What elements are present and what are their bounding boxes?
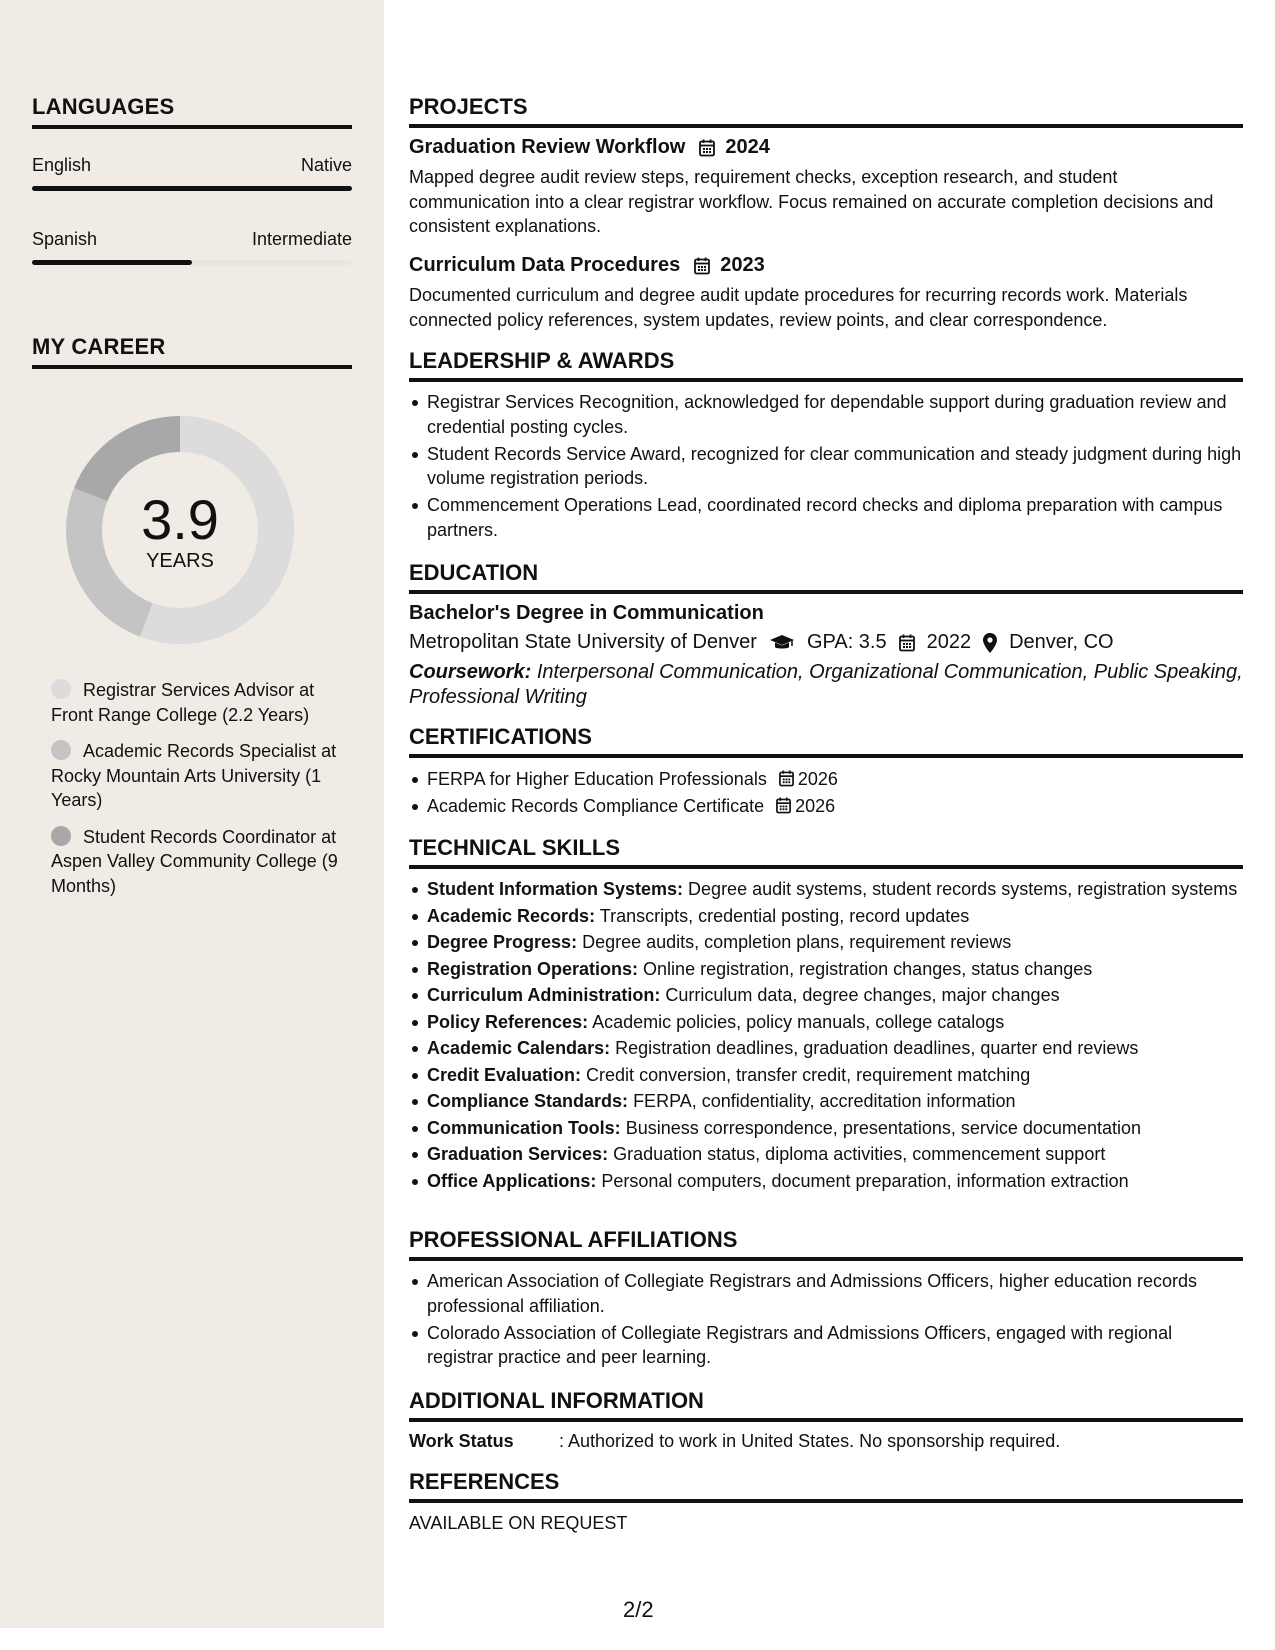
additional-block [409, 1431, 1243, 1452]
references-title: REFERENCES [409, 1469, 1243, 1503]
education-location: Denver, CO [1009, 631, 1114, 653]
certification-year: 2026 [797, 769, 838, 789]
skill-label: Curriculum Administration: [427, 985, 661, 1005]
sidebar [0, 0, 384, 1628]
award-item: Commencement Operations Lead, coordinated record checks and diploma preparation with campus partners. [409, 493, 1243, 542]
skill-item [409, 877, 1243, 902]
calendar-icon [899, 634, 915, 652]
awards-list-block [409, 390, 1243, 545]
project-year: 2023 [720, 254, 765, 276]
career-item-text: Registrar Services Advisor at Front Range College (2.2 Years) [51, 680, 315, 725]
references-text: AVAILABLE ON REQUEST [409, 1513, 628, 1533]
education-coursework [409, 660, 1243, 709]
skills-block [409, 877, 1243, 1195]
certifications-title: CERTIFICATIONS [409, 724, 1243, 758]
language-name: Spanish [32, 229, 98, 249]
career-item-text: Academic Records Specialist at Rocky Mountain Arts University (1 Years) [51, 741, 337, 810]
career-item-text: Student Records Coordinator at Aspen Valley Community College (9 Months) [51, 826, 338, 896]
education-degree: Bachelor's Degree in Communication [409, 602, 764, 624]
career-title: MY CAREER [32, 334, 352, 369]
career-dot [51, 740, 71, 760]
graduation-cap-icon [769, 634, 795, 652]
language-name: English [32, 155, 92, 175]
project-name: Curriculum Data Procedures [409, 254, 681, 276]
affiliations-block [409, 1269, 1243, 1372]
skill-label: Academic Calendars: [427, 1038, 611, 1058]
skill-label: Office Applications: [427, 1170, 597, 1191]
work-status-value: : Authorized to work in United States. No sponsorship required. [559, 1431, 1061, 1451]
project-year: 2024 [725, 136, 770, 158]
languages-title: LANGUAGES [32, 94, 352, 129]
work-status-row [409, 1431, 1243, 1452]
skill-item [409, 1010, 1243, 1035]
education-details [409, 631, 1243, 654]
skill-item [409, 1116, 1243, 1141]
projects-title: PROJECTS [409, 94, 1243, 128]
skills-title: TECHNICAL SKILLS [409, 835, 1243, 869]
calendar-icon [694, 257, 710, 275]
language-bar-fill [32, 260, 192, 265]
skill-item [409, 1169, 1243, 1194]
languages-section [32, 94, 352, 265]
skills-list [409, 877, 1243, 1193]
additional-title: ADDITIONAL INFORMATION [409, 1388, 1243, 1422]
education-gpa: GPA: 3.5 [806, 631, 887, 653]
skill-text: Personal computers, document preparation, information extraction [601, 1170, 1129, 1191]
project-item [409, 136, 1243, 239]
skill-item [409, 904, 1243, 929]
certification-name: FERPA for Higher Education Professionals [427, 769, 767, 789]
coursework-label: Coursework: [409, 661, 532, 683]
project-description: Documented curriculum and degree audit update procedures for recurring records work. Materials connected policy references, system updates, review points, and clear correspondence. [409, 285, 1188, 330]
affiliations-list [409, 1269, 1243, 1370]
skill-item [409, 1142, 1243, 1167]
project-description: Mapped degree audit review steps, requirement checks, exception research, and student communication into a clear registrar workflow. Focus remained on accurate completion decisions and consistent explanations. [409, 167, 1214, 236]
skill-label: Academic Records: [427, 905, 596, 926]
award-item: Student Records Service Award, recognized for clear communication and steady judgment during high volume registration periods. [409, 442, 1243, 491]
language-bar-fill [32, 186, 352, 191]
education-year: 2022 [926, 631, 972, 653]
certifications-block [409, 767, 1243, 821]
skill-text: FERPA, confidentiality, accreditation information [633, 1091, 1016, 1111]
skill-text: Curriculum data, degree changes, major changes [665, 985, 1060, 1005]
project-heading [409, 254, 1243, 277]
career-section [32, 334, 352, 369]
language-bar-english [32, 186, 352, 191]
project-heading [409, 136, 1243, 159]
language-bar-spanish [32, 260, 352, 265]
affiliation-item: Colorado Association of Collegiate Registrars and Admissions Officers, engaged with regional registrar practice and peer learning. [409, 1321, 1243, 1370]
career-item [51, 678, 341, 727]
skill-item [409, 1089, 1243, 1114]
career-donut-center [66, 416, 294, 644]
affiliation-item: American Association of Collegiate Registrars and Admissions Officers, higher education records professional affiliation. [409, 1269, 1243, 1318]
career-item [51, 739, 341, 813]
coursework-text: Interpersonal Communication, Organizational Communication, Public Speaking, Professional Writing [409, 661, 1243, 708]
skill-text: Graduation status, diploma activities, commencement support [613, 1144, 1106, 1164]
location-pin-icon [983, 633, 997, 653]
language-level: Intermediate [251, 229, 352, 249]
skill-label: Registration Operations: [427, 958, 639, 979]
career-dot [51, 826, 71, 846]
education-title: EDUCATION [409, 560, 1243, 594]
project-item [409, 254, 1243, 332]
skill-label: Student Information Systems: [427, 879, 684, 899]
skill-text: Credit conversion, transfer credit, requirement matching [586, 1064, 1031, 1085]
affiliations-title: PROFESSIONAL AFFILIATIONS [409, 1227, 1243, 1261]
skill-item [409, 1063, 1243, 1088]
page-number: 2/2 [623, 1597, 654, 1622]
award-item: Registrar Services Recognition, acknowledged for dependable support during graduation review and credential posting cycles. [409, 390, 1243, 439]
career-total-value: 3.9 [141, 488, 219, 551]
language-level: Native [300, 155, 352, 175]
career-list [51, 678, 341, 910]
certification-item [409, 767, 1243, 792]
education-block [409, 602, 1243, 709]
certification-item [409, 794, 1243, 819]
career-dot [51, 679, 71, 699]
skill-item [409, 930, 1243, 955]
education-school: Metropolitan State University of Denver [409, 631, 757, 653]
calendar-icon [776, 797, 791, 814]
awards-list [409, 390, 1243, 542]
skill-text: Online registration, registration changes, status changes [643, 958, 1093, 979]
skill-item [409, 957, 1243, 982]
career-item [51, 825, 341, 899]
certification-year: 2026 [795, 796, 836, 816]
skill-item [409, 1036, 1243, 1061]
awards-title: LEADERSHIP & AWARDS [409, 348, 1243, 382]
career-total-unit: YEARS [146, 550, 214, 572]
calendar-icon [779, 770, 794, 787]
project-name: Graduation Review Workflow [409, 136, 686, 158]
skill-text: Academic policies, policy manuals, college catalogs [592, 1011, 1005, 1032]
work-status-label: Work Status [409, 1431, 514, 1451]
skill-label: Policy References: [427, 1011, 589, 1032]
skill-label: Communication Tools: [427, 1117, 621, 1138]
skill-label: Degree Progress: [427, 932, 578, 952]
skill-label: Credit Evaluation: [427, 1064, 582, 1085]
certifications-list [409, 767, 1243, 819]
skill-text: Registration deadlines, graduation deadlines, quarter end reviews [615, 1038, 1139, 1058]
language-row-spanish [32, 229, 352, 250]
skill-label: Graduation Services: [427, 1144, 609, 1164]
certification-name: Academic Records Compliance Certificate [427, 796, 765, 816]
calendar-icon [699, 139, 715, 157]
skill-item [409, 983, 1243, 1008]
skill-text: Transcripts, credential posting, record updates [599, 905, 970, 926]
career-donut-chart [66, 416, 294, 644]
language-row-english [32, 155, 352, 176]
skill-text: Business correspondence, presentations, service documentation [625, 1117, 1141, 1138]
skill-text: Degree audit systems, student records systems, registration systems [688, 879, 1238, 899]
skill-label: Compliance Standards: [427, 1091, 629, 1111]
skill-text: Degree audits, completion plans, requirement reviews [582, 932, 1012, 952]
